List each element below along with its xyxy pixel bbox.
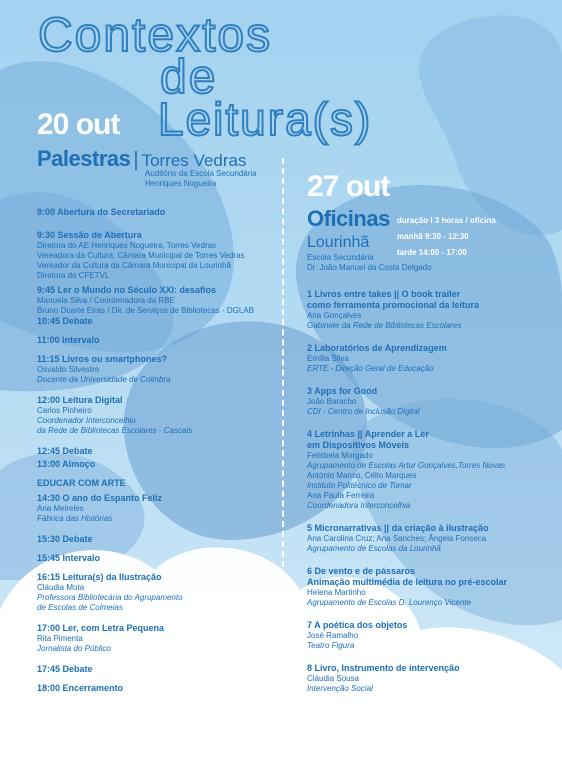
- workshop-info: [397, 213, 496, 261]
- day1-heading: [37, 148, 246, 170]
- day1-event: [37, 683, 275, 694]
- info-morning: manhã 9:30 - 12:30: [397, 232, 469, 241]
- event-affiliation: Agrupamento de Escolas da Lourinhã: [307, 544, 441, 553]
- day1-event: [37, 623, 275, 654]
- event-title: 17:45 Debate: [37, 664, 93, 674]
- event-title: 14:30 O ano do Espanto Feliz: [37, 493, 163, 503]
- day2-venue-line: Escola Secundária: [307, 253, 374, 262]
- event-title: 5 Micronarrativas || da criação à ilustração: [307, 523, 489, 533]
- day1-event: [37, 664, 275, 675]
- event-speaker: Cláudia Sousa: [307, 674, 360, 683]
- day2-event: [307, 289, 552, 331]
- event-speaker: João Baracho: [307, 397, 357, 406]
- event-speaker: Ana Carolina Cruz; Ana Sanches; Ângela Fonseca: [307, 534, 487, 543]
- event-title: como ferramenta promocional da leitura: [307, 300, 480, 310]
- event-speaker: Diretora do AE Henriques Nogueira, Torres Vedras: [37, 241, 217, 250]
- day1-venue-line: Auditório da Escola Secundária: [145, 169, 257, 178]
- event-title: 9:00 Abertura do Secretariado: [37, 207, 166, 217]
- title-line-1: Contextos: [38, 9, 273, 62]
- event-affiliation: Professora Bibliotecária do Agrupamento: [37, 593, 183, 602]
- event-title: 15:30 Debate: [37, 534, 93, 544]
- event-title: em Dispositivos Móveis: [307, 440, 410, 450]
- event-affiliation: da Rede de Bibliotecas Escolares - Cascais: [37, 426, 193, 435]
- event-speaker: Vereador da Cultura da Câmara Municipal da Lourinhã: [37, 261, 231, 270]
- event-title: 11:00 Intervalo: [37, 335, 100, 345]
- event-speaker: Diretora do CFETVL: [37, 271, 110, 280]
- day2-event: [307, 620, 552, 651]
- event-affiliation: Docente da Universidade de Coimbra: [37, 375, 171, 384]
- event-title: Animação multimédia de leitura no pré-escolar: [307, 577, 508, 587]
- event-affiliation: ERTE - Direção Geral de Educação: [307, 364, 434, 373]
- day2-program: [307, 289, 552, 694]
- event-title: 13:00 Almoço: [37, 459, 96, 469]
- event-speaker: Ana Meireles: [37, 504, 84, 513]
- day2-section: Oficinas: [307, 206, 390, 231]
- day1-event: [37, 478, 275, 489]
- event-speaker: Emília Silva: [307, 354, 349, 363]
- event-speaker: Cláudia Mota: [37, 583, 85, 592]
- day1-event: [37, 207, 275, 218]
- event-title: 2 Laboratórios de Aprendizagem: [307, 343, 447, 353]
- event-title: 4 Letrinhas || Aprender a Ler: [307, 429, 429, 439]
- day1-event: [37, 316, 275, 327]
- event-title: 8 Livro, Instrumento de intervenção: [307, 663, 460, 673]
- day1-event: [37, 285, 275, 316]
- event-affiliation: de Escolas de Colmeias: [37, 603, 123, 612]
- event-title: 9:45 Ler o Mundo no Século XXI: desafios: [37, 285, 217, 295]
- event-affiliation: CDI - Centro de Inclusão Digital: [307, 407, 420, 416]
- event-speaker: Ana Gonçalves: [307, 311, 362, 320]
- event-affiliation: Fábrica das Histórias: [37, 514, 113, 523]
- event-speaker: António Manso, Célio Marques: [307, 471, 417, 480]
- event-affiliation: Jornalista do Público: [37, 644, 111, 653]
- day1-date: 20 out: [37, 108, 120, 141]
- column-divider: [282, 158, 284, 678]
- event-title: 12:00 Leitura Digital: [37, 395, 123, 405]
- day1-event: [37, 534, 275, 545]
- event-title: 11:15 Livros ou smartphones?: [37, 354, 168, 364]
- day1-event: [37, 446, 275, 457]
- event-affiliation: Coordenador Interconcelhio: [37, 416, 136, 425]
- day2-event: [307, 523, 552, 554]
- event-title: EDUCAR COM ARTE: [37, 478, 126, 488]
- day1-place: Torres Vedras: [141, 151, 247, 170]
- day2-event: [307, 566, 552, 608]
- day1-section: Palestras: [37, 146, 131, 171]
- day2-event: [307, 429, 552, 511]
- event-title: 12:45 Debate: [37, 446, 93, 456]
- title-line-2: de: [160, 51, 218, 104]
- event-speaker: Bruno Duarte Eiras / Dir. de Serviços de Bibliotecas - DGLAB: [37, 306, 254, 315]
- day1-venue: [145, 169, 257, 189]
- event-title: 6 De vento e de pássaros: [307, 566, 416, 576]
- event-speaker: Carlos Pinheiro: [37, 406, 92, 415]
- event-speaker: Manuela Silva / Coordenadora da RBE: [37, 296, 175, 305]
- event-title: 18:00 Encerramento: [37, 683, 124, 693]
- day1-event: [37, 335, 275, 346]
- event-title: 1 Livros entre takes || O book trailer: [307, 289, 461, 299]
- info-afternoon: tarde 14:00 - 17:00: [397, 248, 467, 257]
- event-title: 17:00 Ler, com Letra Pequena: [37, 623, 165, 633]
- day2-heading: [307, 208, 390, 230]
- event-title: 7 A poética dos objetos: [307, 620, 408, 630]
- event-title: 9:30 Sessão de Abertura: [37, 230, 142, 240]
- event-speaker: Helena Martinho: [307, 588, 366, 597]
- day1-venue-line: Henriques Nogueira: [145, 179, 217, 188]
- day1-event: [37, 354, 275, 385]
- day2-event: [307, 386, 552, 417]
- day2-date: 27 out: [307, 170, 390, 203]
- event-affiliation: Instituto Politécnico de Tomar: [307, 481, 412, 490]
- event-affiliation: Agrupamento de Escolas D. Lourenço Vicente: [307, 598, 471, 607]
- event-speaker: Osvaldo Silvestre: [37, 365, 100, 374]
- day1-event: [37, 493, 275, 524]
- day2-event: [307, 663, 552, 694]
- separator-bar: |: [133, 149, 139, 171]
- event-speaker: Rita Pimenta: [37, 634, 83, 643]
- day2-event: [307, 343, 552, 374]
- day1-event: [37, 553, 275, 564]
- event-speaker: José Ramalho: [307, 631, 359, 640]
- event-affiliation: Coordenadora Interconcelhia: [307, 501, 411, 510]
- day1-event: [37, 459, 275, 470]
- day2-venue-line: Dr. João Manuel da Costa Delgado: [307, 263, 432, 272]
- day1-event: [37, 572, 275, 613]
- event-title: 16:15 Leitura(s) da Ilustração: [37, 572, 162, 582]
- event-title: 3 Apps for Good: [307, 386, 378, 396]
- day2-place: Lourinhã: [307, 234, 370, 251]
- info-duration: duração I 3 horas / oficina: [397, 216, 496, 225]
- event-speaker: Ana Paula Ferreira: [307, 491, 375, 500]
- event-speaker: Felisbela Morgado: [307, 451, 373, 460]
- event-affiliation: Agrupamento de Escolas Artur Gonçalves,Torres Novas: [307, 461, 506, 470]
- event-affiliation: Teatro Figura: [307, 641, 355, 650]
- event-affiliation: Gabinete da Rede de Bibliotecas Escolares: [307, 321, 462, 330]
- day1-event: [37, 395, 275, 436]
- event-affiliation: Intervenção Social: [307, 684, 373, 693]
- title-line-3: Leitura(s): [158, 93, 373, 145]
- event-title: 10:45 Debate: [37, 316, 93, 326]
- event-title: 15:45 Intervalo: [37, 553, 101, 563]
- day1-event: [37, 230, 275, 281]
- day1-program: [37, 207, 275, 694]
- event-speaker: Vereadora da Cultura, Câmara Municipal de Torres Vedras: [37, 251, 245, 260]
